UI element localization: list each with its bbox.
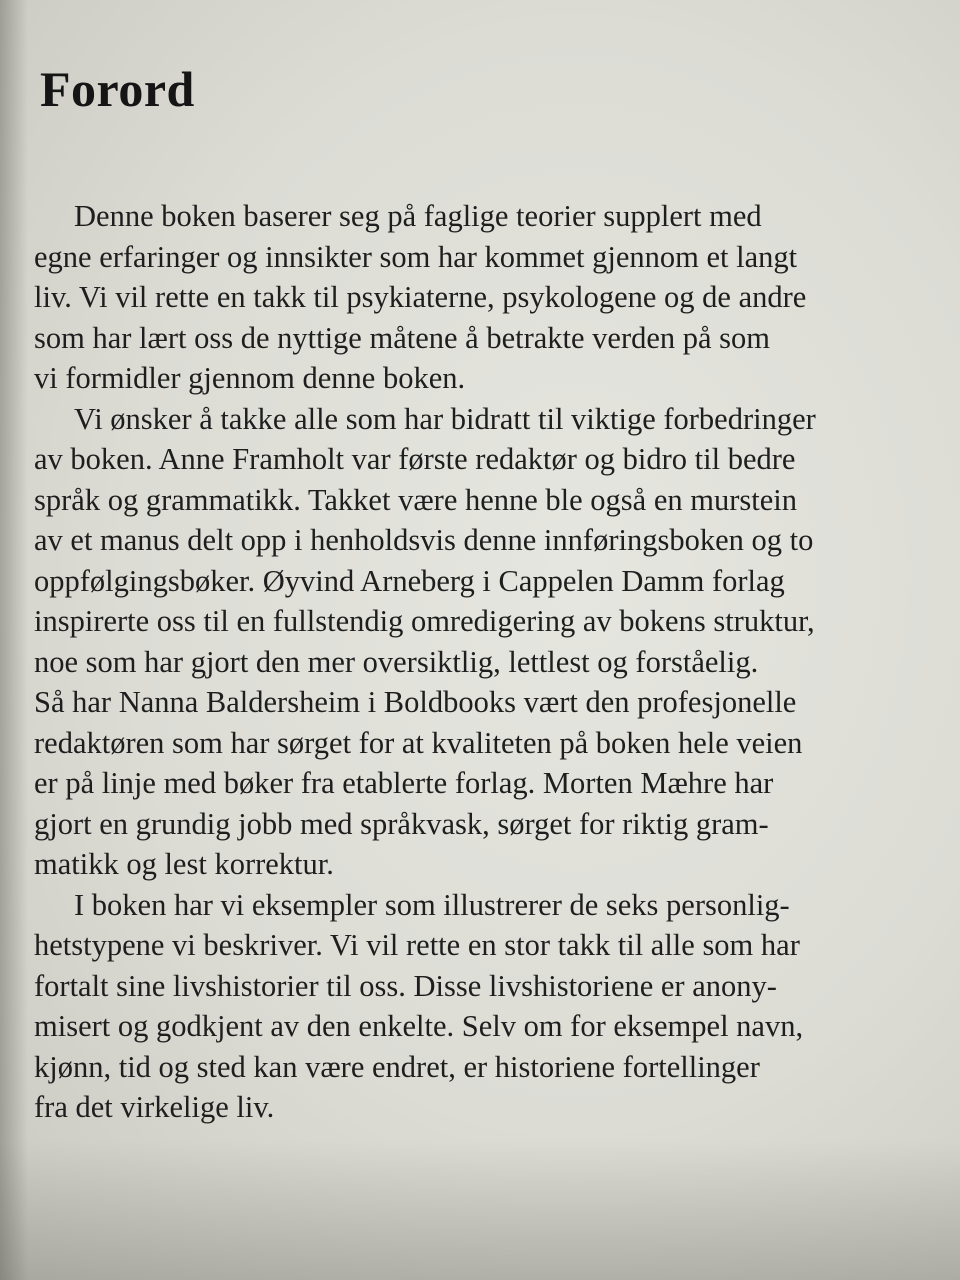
text-line: egne erfaringer og innsikter som har kommet gjennom et langt xyxy=(34,239,798,274)
text-line: Vi ønsker å takke alle som har bidratt til viktige forbedringer xyxy=(74,401,816,436)
text-line: gjort en grundig jobb med språkvask, sørget for riktig gram- xyxy=(34,806,769,841)
text-line: inspirerte oss til en fullstendig omredigering av bokens struktur, xyxy=(34,604,815,638)
text-line: vi formidler gjennom denne boken. xyxy=(34,361,466,395)
text-line: er på linje med bøker fra etablerte forlag. Morten Mæhre har xyxy=(34,766,774,800)
paragraph-1 xyxy=(34,196,914,399)
text-line: Denne boken baserer seg på faglige teorier supplert med xyxy=(74,199,762,233)
text-line: noe som har gjort den mer oversiktlig, lettlest og forståelig. xyxy=(34,644,759,679)
book-page xyxy=(34,60,914,1128)
text-line: av boken. Anne Framholt var første redaktør og bidro til bedre xyxy=(34,442,796,476)
text-line: liv. Vi vil rette en takk til psykiaterne, psykologene og de andre xyxy=(34,280,807,314)
text-line: I boken har vi eksempler som illustrerer de seks personlig- xyxy=(74,887,790,922)
text-line: hetstypene vi beskriver. Vi vil rette en stor takk til alle som har xyxy=(34,928,800,962)
text-line: fortalt sine livshistorier til oss. Disse livshistoriene er anony- xyxy=(34,968,777,1003)
text-line: misert og godkjent av den enkelte. Selv om for eksempel navn, xyxy=(34,1009,804,1043)
text-line: fra det virkelige liv. xyxy=(34,1090,275,1124)
text-line: av et manus delt opp i henholdsvis denne innføringsboken og to xyxy=(34,523,814,557)
page-title: Forord xyxy=(40,61,195,117)
text-line: som har lært oss de nyttige måtene å betrakte verden på som xyxy=(34,320,771,355)
text-line: matikk og lest korrektur. xyxy=(34,847,334,881)
page-shadow-left xyxy=(0,0,28,1280)
body-text xyxy=(34,196,914,1128)
text-line: språk og grammatikk. Takket være henne ble også en murstein xyxy=(34,482,797,517)
paragraph-3 xyxy=(34,885,914,1128)
text-line: redaktøren som har sørget for at kvaliteten på boken hele veien xyxy=(34,725,803,760)
page-shadow-bottom xyxy=(0,1140,960,1280)
text-line: oppfølgingsbøker. Øyvind Arneberg i Cappelen Damm forlag xyxy=(34,563,785,598)
text-line: kjønn, tid og sted kan være endret, er historiene fortellinger xyxy=(34,1049,760,1084)
paragraph-2 xyxy=(34,399,914,885)
text-line: Så har Nanna Baldersheim i Boldbooks vært den profesjonelle xyxy=(34,685,797,719)
